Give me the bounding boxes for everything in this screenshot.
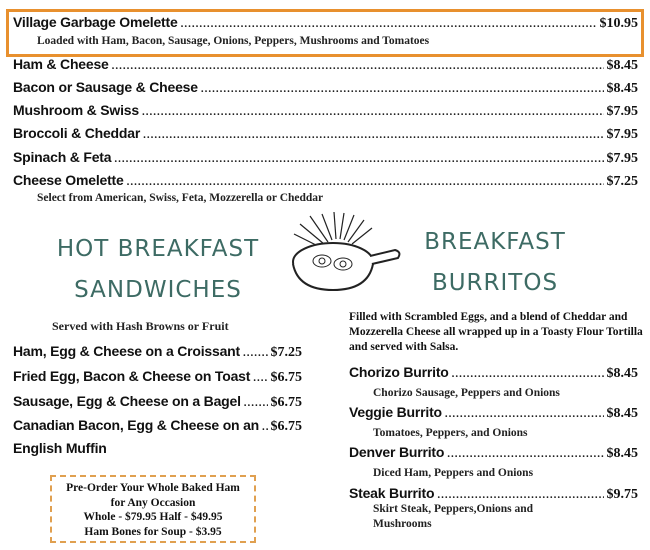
- leader-dots: [114, 153, 603, 165]
- item-price: $8.45: [606, 406, 638, 421]
- item-price: $7.95: [606, 127, 638, 142]
- item-price: $7.95: [606, 104, 638, 119]
- item-name: Spinach & Feta: [13, 149, 112, 165]
- menu-item: [13, 149, 638, 167]
- item-name: Steak Burrito: [349, 485, 435, 501]
- item-name: Village Garbage Omelette: [13, 14, 178, 30]
- item-description: Chorizo Sausage, Peppers and Onions: [373, 387, 560, 399]
- item-price: $10.95: [599, 16, 638, 31]
- menu-item: [13, 368, 302, 386]
- item-name: Canadian Bacon, Egg & Cheese on an: [13, 417, 260, 433]
- item-name: Cheese Omelette: [13, 172, 124, 188]
- item-price: $6.75: [270, 395, 302, 410]
- menu-item: [349, 485, 638, 503]
- item-price: $6.75: [270, 419, 302, 434]
- menu-item: [13, 343, 302, 361]
- section-heading-burritos-line2: BURRITOS: [431, 270, 559, 296]
- leader-dots: [447, 448, 603, 460]
- item-name: Sausage, Egg & Cheese on a Bagel: [13, 393, 241, 409]
- item-name: Bacon or Sausage & Cheese: [13, 79, 198, 95]
- item-description: Tomatoes, Peppers, and Onions: [373, 427, 528, 439]
- leader-dots: [262, 421, 267, 433]
- leader-dots: [142, 106, 604, 118]
- menu-item: [13, 102, 638, 120]
- leader-dots: [181, 18, 597, 30]
- menu-item: [13, 56, 638, 74]
- item-name: Chorizo Burrito: [349, 364, 449, 380]
- menu-item: [13, 172, 638, 190]
- item-price: $8.45: [606, 81, 638, 96]
- item-price: $7.25: [270, 345, 302, 360]
- menu-item-continuation: [13, 440, 107, 456]
- item-price: $8.45: [606, 366, 638, 381]
- ham-preorder-box: [50, 475, 256, 543]
- menu-item: [13, 79, 638, 97]
- item-description: Skirt Steak, Peppers,Onions and: [373, 503, 534, 515]
- leader-dots: [253, 372, 267, 384]
- menu-item: [349, 404, 638, 422]
- item-price: $8.45: [606, 58, 638, 73]
- item-description: Diced Ham, Peppers and Onions: [373, 467, 534, 479]
- item-name: Veggie Burrito: [349, 404, 442, 420]
- menu-item: [349, 444, 638, 462]
- item-price: $6.75: [270, 370, 302, 385]
- cheese-note: Select from American, Swiss, Feta, Mozzerella or Cheddar: [37, 192, 324, 204]
- leader-dots: [243, 347, 268, 359]
- promo-prices: Whole - $79.95 Half - $49.95: [83, 511, 223, 523]
- promo-line: for Any Occasion: [110, 496, 196, 509]
- sandwiches-note: Served with Hash Browns or Fruit: [52, 319, 229, 333]
- burritos-description: Filled with Scrambled Eggs, and a blend of Cheddar and Mozzerella Cheese all wrapped up in a Toasty Flour Tortilla and served with Salsa.: [349, 311, 643, 353]
- menu-item: [13, 125, 638, 143]
- leader-dots: [445, 408, 604, 420]
- section-heading-sandwiches-line2: SANDWICHES: [74, 277, 242, 303]
- item-price: $8.45: [606, 446, 638, 461]
- item-description: Loaded with Ham, Bacon, Sausage, Onions, Peppers, Mushrooms and Tomatoes: [37, 35, 430, 47]
- frying-pan-icon: [280, 212, 405, 294]
- item-description: Mushrooms: [373, 518, 432, 530]
- promo-prices: Ham Bones for Soup - $3.95: [84, 525, 222, 538]
- menu-item: [13, 393, 302, 411]
- item-name: Mushroom & Swiss: [13, 102, 139, 118]
- item-name: English Muffin: [13, 440, 107, 456]
- item-name: Denver Burrito: [349, 444, 445, 460]
- leader-dots: [452, 368, 604, 380]
- item-price: $7.95: [606, 151, 638, 166]
- leader-dots: [244, 397, 268, 409]
- menu-item: [349, 364, 638, 382]
- item-name: Fried Egg, Bacon & Cheese on Toast: [13, 368, 251, 384]
- menu-item: [13, 417, 302, 435]
- item-price: $7.25: [606, 174, 638, 189]
- menu-item-featured: [13, 14, 638, 32]
- section-heading-burritos: BREAKFAST: [424, 229, 566, 255]
- leader-dots: [437, 489, 603, 501]
- item-name: Broccoli & Cheddar: [13, 125, 141, 141]
- promo-line: Pre-Order Your Whole Baked Ham: [66, 482, 240, 494]
- item-price: $9.75: [606, 487, 638, 502]
- item-name: Ham & Cheese: [13, 56, 109, 72]
- section-heading-sandwiches: HOT BREAKFAST: [56, 236, 260, 262]
- leader-dots: [112, 60, 604, 72]
- leader-dots: [127, 176, 604, 188]
- leader-dots: [201, 83, 604, 95]
- item-name: Ham, Egg & Cheese on a Croissant: [13, 343, 240, 359]
- leader-dots: [143, 129, 603, 141]
